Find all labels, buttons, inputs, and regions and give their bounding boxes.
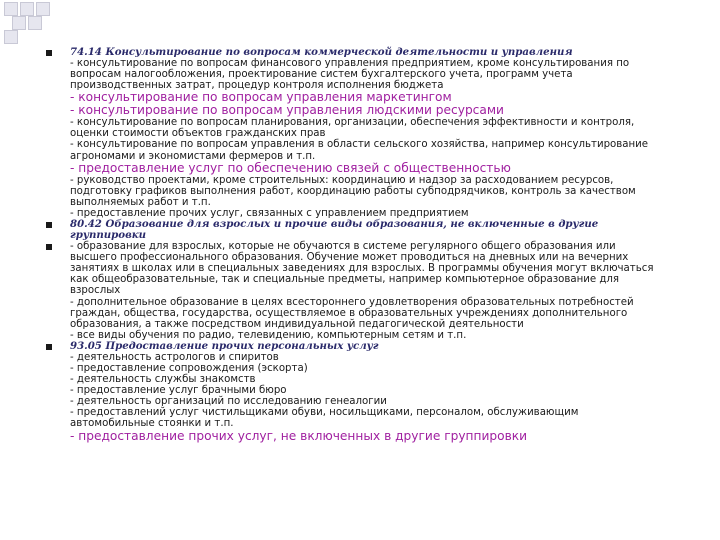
highlight-line: - консультирование по вопросам управления людскими ресурсами — [70, 103, 504, 118]
section-93-05 — [40, 341, 680, 443]
square-bullet-icon — [46, 50, 52, 56]
section-text: - деятельность астрологов и спиритов - предоставление сопровождения (эскорта) - деятельность службы знакомств - предоставление услуг брачными бюро - деятельность организаций по исследованию генеалогии - предоставлений услуг чистильщиками обуви, носильщиками, персоналом, обслуживающим автомобильные стоянки и т.п. — [70, 351, 579, 430]
square-bullet-icon — [46, 244, 52, 250]
section-heading: 74.14 Консультирование по вопросам коммерческой деятельности и управления — [70, 46, 573, 58]
section-text: - консультирование по вопросам планирования, организации, обеспечения эффективности и контроля, оценки стоимости объектов гражданских прав - консультирование по вопросам управления в области сельского хозяйства, например консультирование агрономами и экономистами фермеров и т.п. — [70, 117, 649, 162]
section-text: - образование для взрослых, которые не обучаются в системе регулярного общего образования или высшего профессионального образования. Обучение может проводиться на дневных или на вечерних занятиях в школах или в специальных заведениях для взрослых. В программы обучения могут включаться как общеобразовательные, так и специальные предметы, например компьютерное образование для взрослых - дополнительное образование в целях всестороннего удовлетворения образовательных потребностей граждан, общества, государства, осуществляемое в образовательных учреждениях дополнительного образования, а также посредством индивидуальной педагогической деятельности - все виды обучения по радио, телевидению, компьютерным сетям и т.п. — [70, 241, 654, 341]
highlight-line: - консультирование по вопросам управления маркетингом — [70, 90, 452, 105]
section-text: - руководство проектами, кроме строительных: координацию и надзор за расходованием ресурсов, подготовку графиков выполнения работ, координацию работы субподрядчиков, контроль за качеством выполняемых работ и т.п. - предоставление прочих услуг, связанных с управлением предприятием — [70, 174, 636, 219]
highlight-line: - предоставление услуг по обеспечению связей с общественностью — [70, 160, 511, 175]
section-80-42 — [40, 219, 680, 241]
highlight-line: - предоставление прочих услуг, не включенных в другие группировки — [70, 428, 528, 443]
section-heading: 93.05 Предоставление прочих персональных услуг — [70, 339, 379, 352]
square-bullet-icon — [46, 222, 52, 228]
section-adult-education — [40, 241, 680, 341]
section-74-14 — [40, 47, 680, 219]
decorative-squares — [0, 0, 70, 50]
deco-square — [12, 16, 26, 30]
deco-square — [20, 2, 34, 16]
section-heading: 80.42 Образование для взрослых и прочие виды образования, не включенные в другие группировки — [70, 218, 599, 242]
deco-square — [4, 30, 18, 44]
deco-square — [4, 2, 18, 16]
deco-square — [28, 16, 42, 30]
square-bullet-icon — [46, 344, 52, 350]
document-body — [40, 47, 680, 443]
deco-square — [36, 2, 50, 16]
section-text: - консультирование по вопросам финансового управления предприятием, кроме консультирования по вопросам налогообложения, проектирование систем бухгалтерского учета, программ учета производственных затрат, процедур контроля исполнения бюджета — [70, 58, 630, 92]
